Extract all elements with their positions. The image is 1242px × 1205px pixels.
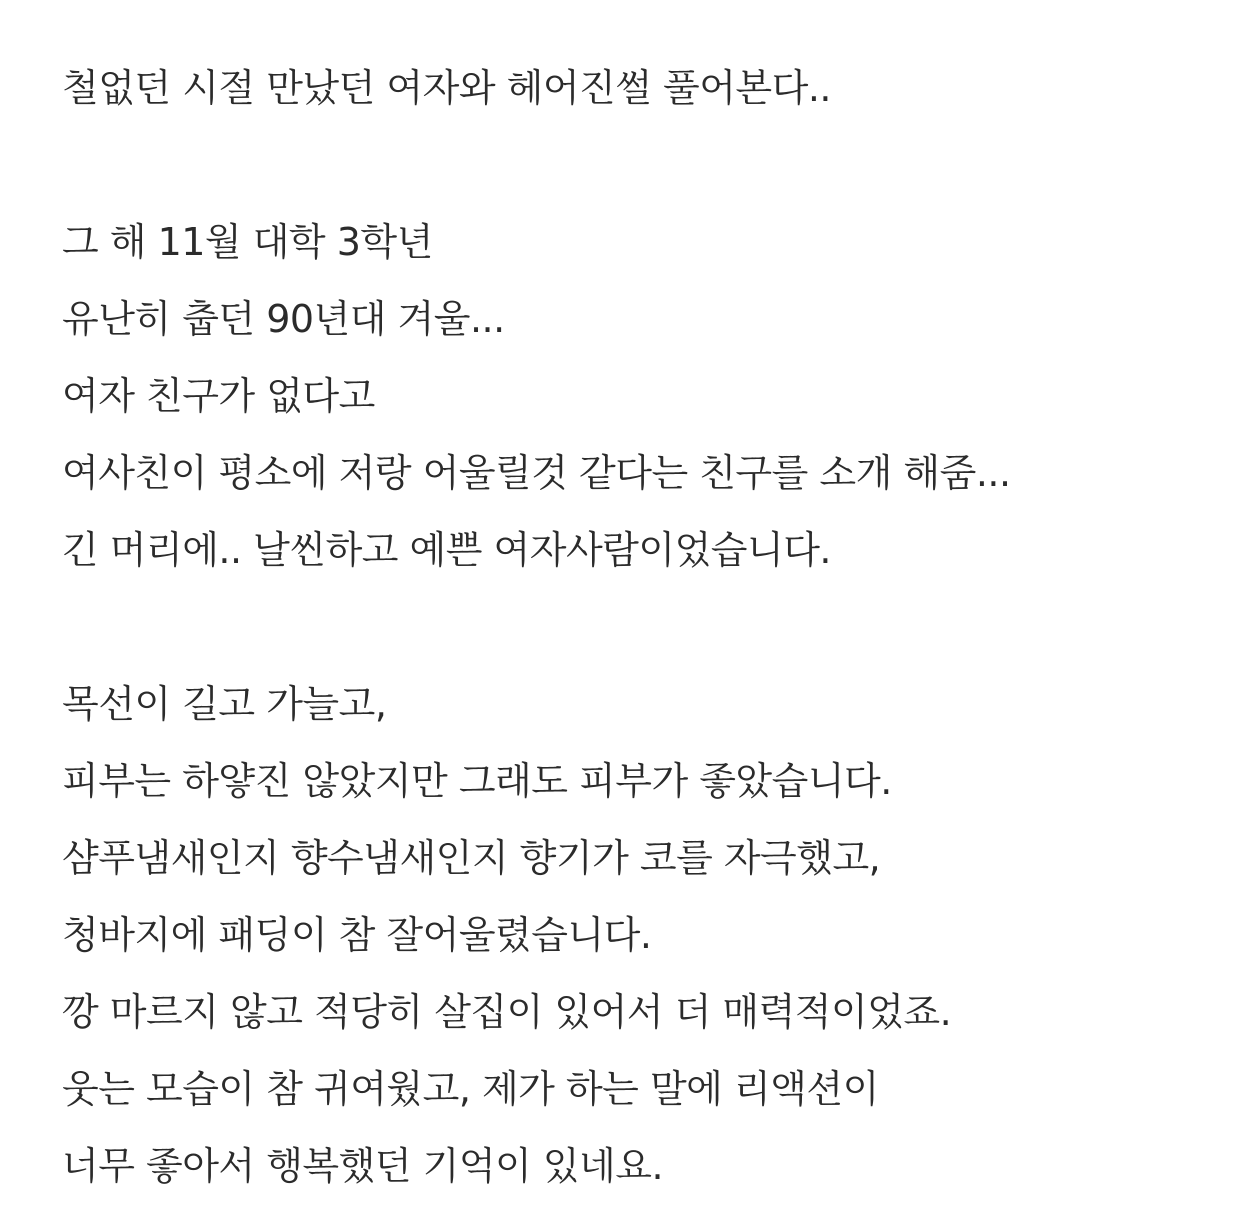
paragraph-spacer xyxy=(62,589,1222,666)
post-line: 깡 마르지 않고 적당히 살집이 있어서 더 매력적이었죠. xyxy=(62,990,952,1034)
post-line: 유난히 춥던 90년대 겨울... xyxy=(62,297,505,341)
post-line: 피부는 하얗진 않았지만 그래도 피부가 좋았습니다. xyxy=(62,759,892,803)
post-line: 여자 친구가 없다고 xyxy=(62,374,375,418)
post-body xyxy=(62,50,1222,1205)
post-line: 철없던 시절 만났던 여자와 헤어진썰 풀어본다.. xyxy=(62,66,832,110)
post-line: 그 해 11월 대학 3학년 xyxy=(62,220,433,264)
post-line: 청바지에 패딩이 참 잘어울렸습니다. xyxy=(62,913,652,957)
post-line: 긴 머리에.. 날씬하고 예쁜 여자사람이었습니다. xyxy=(62,528,832,572)
post-line: 샴푸냄새인지 향수냄새인지 향기가 코를 자극했고, xyxy=(62,836,881,880)
post-line: 목선이 길고 가늘고, xyxy=(62,682,387,726)
paragraph-spacer xyxy=(62,127,1222,204)
post-line: 너무 좋아서 행복했던 기억이 있네요. xyxy=(62,1144,664,1188)
post-line: 웃는 모습이 참 귀여웠고, 제가 하는 말에 리액션이 xyxy=(62,1067,879,1111)
post-line: 여사친이 평소에 저랑 어울릴것 같다는 친구를 소개 해줌... xyxy=(62,451,1011,495)
